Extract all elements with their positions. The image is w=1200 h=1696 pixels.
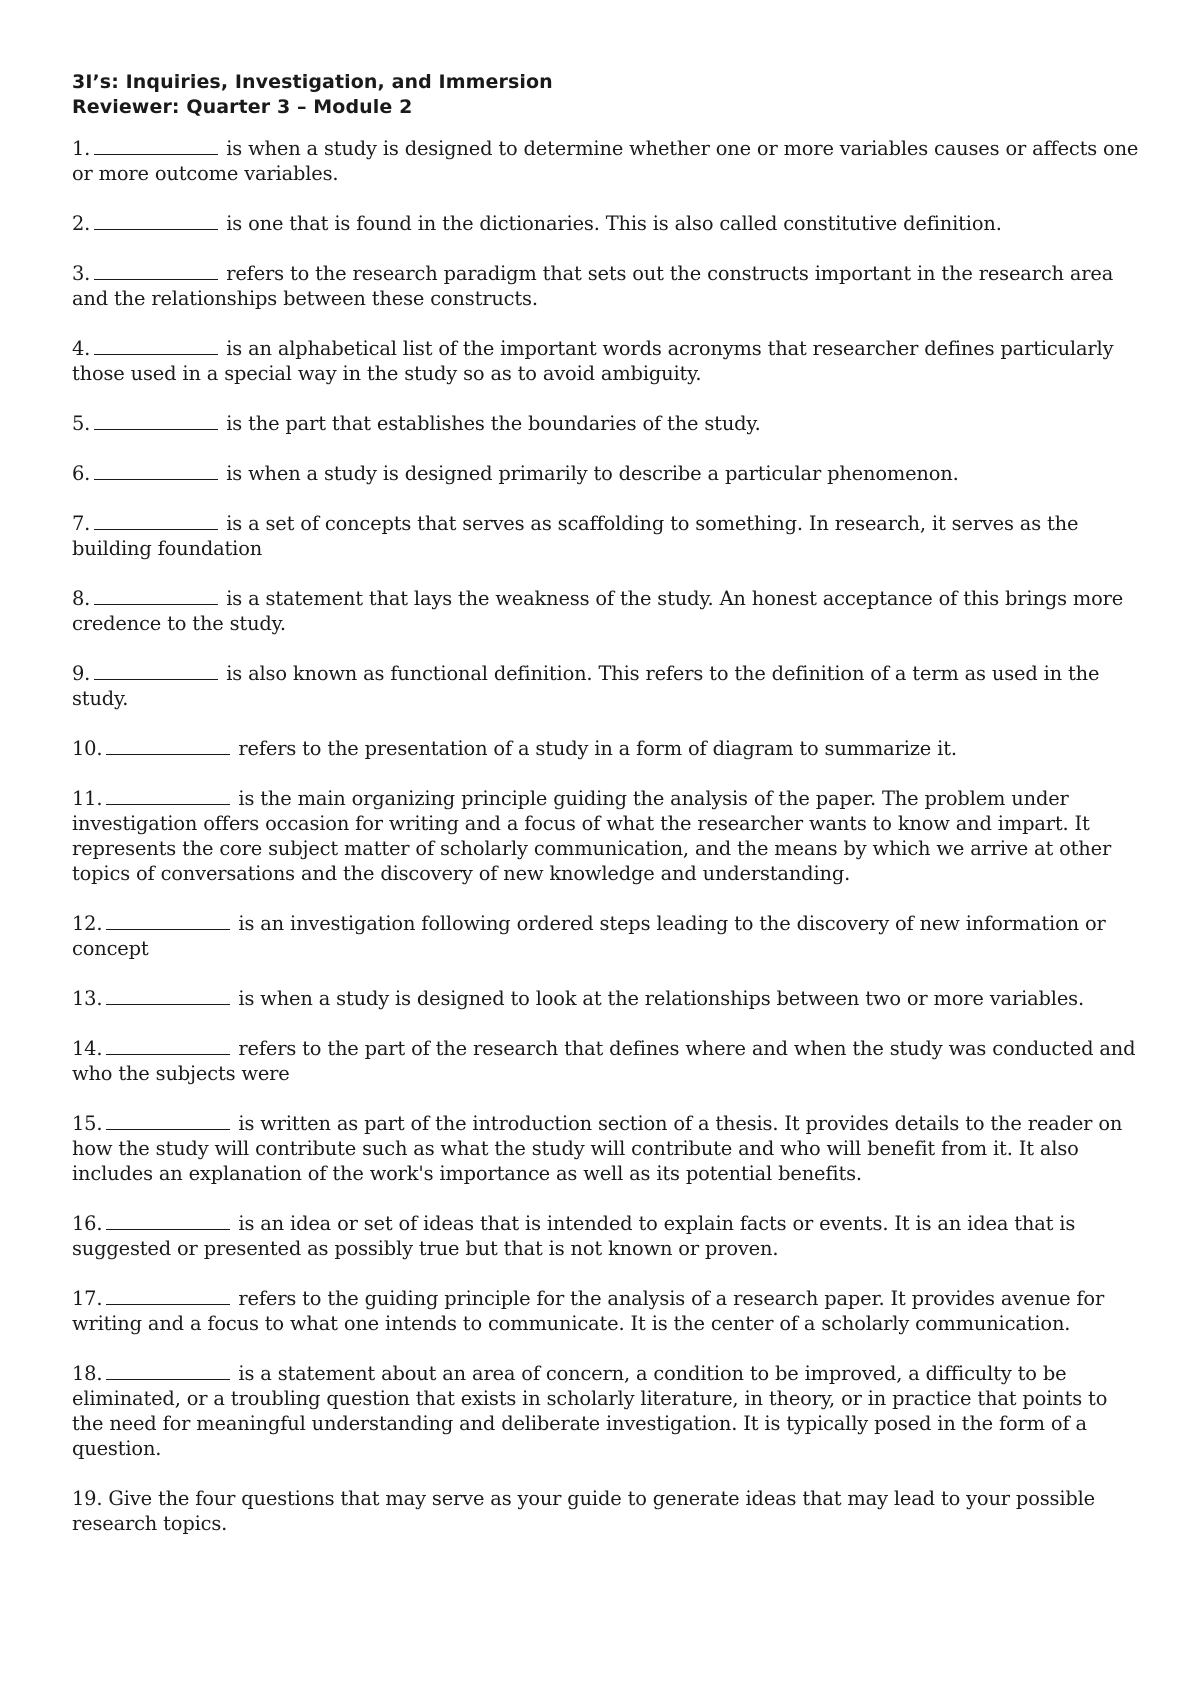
question-number: 11. bbox=[72, 787, 103, 810]
question-5 bbox=[72, 411, 1142, 436]
document-header bbox=[72, 70, 1142, 120]
question-text: is an alphabetical list of the important words acronyms that researcher defines particularly those used in a special way in the study so as to avoid ambiguity. bbox=[72, 337, 1114, 385]
question-number: 16. bbox=[72, 1212, 103, 1235]
answer-blank[interactable] bbox=[94, 586, 218, 605]
question-17 bbox=[72, 1286, 1142, 1336]
question-number: 19. bbox=[72, 1487, 103, 1510]
question-number: 13. bbox=[72, 987, 103, 1010]
question-9 bbox=[72, 661, 1142, 711]
answer-blank[interactable] bbox=[106, 1111, 230, 1130]
question-number: 17. bbox=[72, 1287, 103, 1310]
question-number: 6. bbox=[72, 462, 91, 485]
question-text: refers to the research paradigm that sets out the constructs important in the research area and the relationships between these constructs. bbox=[72, 262, 1114, 310]
question-text: is a statement about an area of concern, a condition to be improved, a difficulty to be eliminated, or a troubling question that exists in scholarly literature, in theory, or in practice that points to the need for meaningful understanding and deliberate investigation. It is typically posed in the form of a question. bbox=[72, 1362, 1108, 1460]
question-13 bbox=[72, 986, 1142, 1011]
question-19 bbox=[72, 1486, 1142, 1536]
answer-blank[interactable] bbox=[94, 511, 218, 530]
question-12 bbox=[72, 911, 1142, 961]
answer-blank[interactable] bbox=[106, 1286, 230, 1305]
question-number: 1. bbox=[72, 137, 91, 160]
question-6 bbox=[72, 461, 1142, 486]
answer-blank[interactable] bbox=[94, 336, 218, 355]
question-number: 9. bbox=[72, 662, 91, 685]
question-text: is written as part of the introduction section of a thesis. It provides details to the reader on how the study will contribute such as what the study will contribute and who will benefit from it. It also includes an explanation of the work's importance as well as its potential benefits. bbox=[72, 1112, 1123, 1185]
question-2 bbox=[72, 211, 1142, 236]
answer-blank[interactable] bbox=[106, 786, 230, 805]
question-number: 5. bbox=[72, 412, 91, 435]
question-text: is an idea or set of ideas that is intended to explain facts or events. It is an idea that is suggested or presented as possibly true but that is not known or proven. bbox=[72, 1212, 1076, 1260]
answer-blank[interactable] bbox=[94, 661, 218, 680]
answer-blank[interactable] bbox=[106, 911, 230, 930]
question-18 bbox=[72, 1361, 1142, 1461]
question-text: refers to the part of the research that defines where and when the study was conducted and who the subjects were bbox=[72, 1037, 1136, 1085]
question-number: 4. bbox=[72, 337, 91, 360]
answer-blank[interactable] bbox=[106, 1036, 230, 1055]
question-number: 12. bbox=[72, 912, 103, 935]
question-text: refers to the guiding principle for the analysis of a research paper. It provides avenue for writing and a focus to what one intends to communicate. It is the center of a scholarly communication. bbox=[72, 1287, 1105, 1335]
question-text: is when a study is designed to look at the relationships between two or more variables. bbox=[238, 987, 1084, 1010]
question-text: refers to the presentation of a study in a form of diagram to summarize it. bbox=[238, 737, 957, 760]
question-number: 15. bbox=[72, 1112, 103, 1135]
question-number: 18. bbox=[72, 1362, 103, 1385]
question-3 bbox=[72, 261, 1142, 311]
question-11 bbox=[72, 786, 1142, 886]
question-number: 2. bbox=[72, 212, 91, 235]
question-15 bbox=[72, 1111, 1142, 1186]
document-title: 3I’s: Inquiries, Investigation, and Immersion bbox=[72, 71, 553, 93]
answer-blank[interactable] bbox=[94, 261, 218, 280]
question-1 bbox=[72, 136, 1142, 186]
question-text: is a statement that lays the weakness of the study. An honest acceptance of this brings more credence to the study. bbox=[72, 587, 1124, 635]
question-text: is when a study is designed to determine whether one or more variables causes or affects one or more outcome variables. bbox=[72, 137, 1139, 185]
question-number: 14. bbox=[72, 1037, 103, 1060]
answer-blank[interactable] bbox=[106, 1211, 230, 1230]
question-text: Give the four questions that may serve as your guide to generate ideas that may lead to your possible research topics. bbox=[72, 1487, 1096, 1535]
answer-blank[interactable] bbox=[94, 411, 218, 430]
document-page bbox=[72, 70, 1142, 1561]
question-text: is the main organizing principle guiding the analysis of the paper. The problem under investigation offers occasion for writing and a focus of what the researcher wants to know and impart. It represents the core subject matter of scholarly communication, and the means by which we arrive at other topics of conversations and the discovery of new knowledge and understanding. bbox=[72, 787, 1112, 885]
question-text: is the part that establishes the boundaries of the study. bbox=[226, 412, 761, 435]
question-14 bbox=[72, 1036, 1142, 1086]
question-4 bbox=[72, 336, 1142, 386]
answer-blank[interactable] bbox=[106, 736, 230, 755]
question-number: 7. bbox=[72, 512, 91, 535]
question-text: is when a study is designed primarily to describe a particular phenomenon. bbox=[226, 462, 959, 485]
answer-blank[interactable] bbox=[94, 136, 218, 155]
question-text: is an investigation following ordered steps leading to the discovery of new information or concept bbox=[72, 912, 1106, 960]
question-text: is one that is found in the dictionaries. This is also called constitutive definition. bbox=[226, 212, 1002, 235]
answer-blank[interactable] bbox=[94, 211, 218, 230]
question-16 bbox=[72, 1211, 1142, 1261]
question-number: 10. bbox=[72, 737, 103, 760]
question-10 bbox=[72, 736, 1142, 761]
question-number: 3. bbox=[72, 262, 91, 285]
answer-blank[interactable] bbox=[94, 461, 218, 480]
answer-blank[interactable] bbox=[106, 986, 230, 1005]
question-list bbox=[72, 136, 1142, 1461]
question-number: 8. bbox=[72, 587, 91, 610]
question-7 bbox=[72, 511, 1142, 561]
question-text: is also known as functional definition. This refers to the definition of a term as used in the study. bbox=[72, 662, 1100, 710]
answer-blank[interactable] bbox=[106, 1361, 230, 1380]
question-8 bbox=[72, 586, 1142, 636]
question-text: is a set of concepts that serves as scaffolding to something. In research, it serves as the building foundation bbox=[72, 512, 1079, 560]
document-subtitle: Reviewer: Quarter 3 – Module 2 bbox=[72, 96, 413, 118]
